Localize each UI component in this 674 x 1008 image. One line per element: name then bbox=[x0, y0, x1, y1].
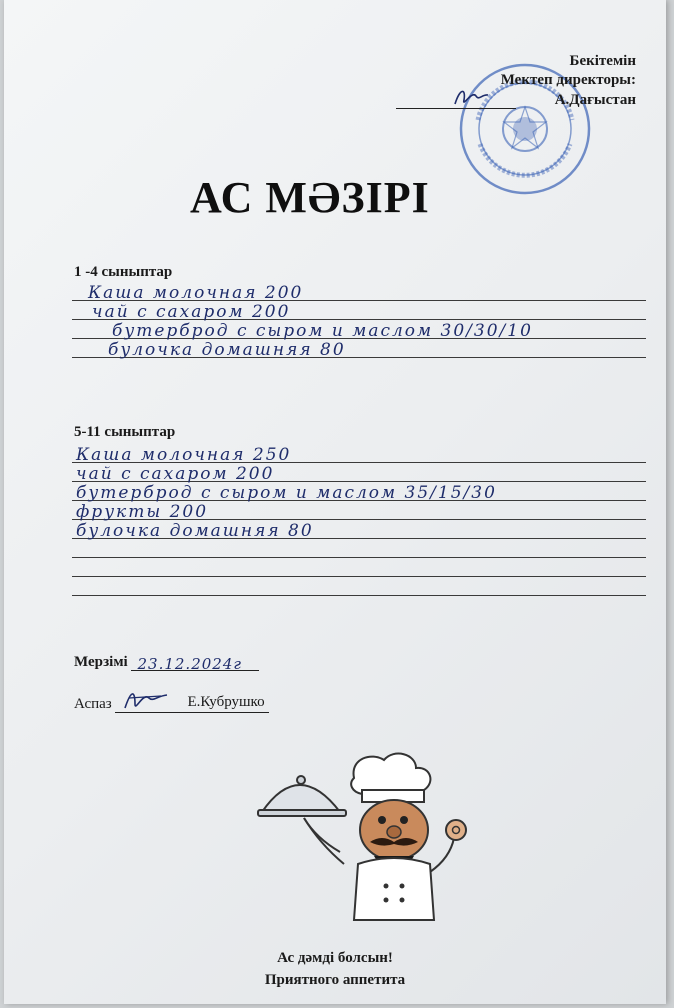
date-label: Мерзімі bbox=[74, 654, 128, 670]
signature-icon bbox=[121, 686, 171, 714]
cook-name: Е.Кубрушко bbox=[187, 694, 268, 713]
list-item: бутерброд с сыром и маслом 30/30/10 bbox=[72, 320, 646, 339]
list-item-empty bbox=[72, 539, 646, 558]
list-item: чай с сахаром 200 bbox=[72, 301, 646, 320]
date-value: 23.12.2024г bbox=[137, 655, 242, 673]
group1-list bbox=[72, 282, 646, 358]
list-item-empty bbox=[72, 558, 646, 577]
list-item-empty bbox=[72, 577, 646, 596]
chef-illustration-icon bbox=[254, 748, 474, 928]
list-item: булочка домашняя 80 bbox=[72, 520, 646, 539]
list-item: булочка домашняя 80 bbox=[72, 339, 646, 358]
list-item: бутерброд с сыром и маслом 35/15/30 bbox=[72, 482, 646, 501]
group2-list bbox=[72, 444, 646, 596]
group1-label: 1 -4 сыныптар bbox=[74, 264, 173, 280]
cook-field bbox=[74, 694, 269, 713]
group2-label: 5-11 сыныптар bbox=[74, 424, 176, 440]
approval-heading: Бекітемін bbox=[569, 53, 636, 69]
page-title: АС МӘЗІРІ bbox=[190, 173, 430, 222]
approval-block bbox=[396, 52, 636, 112]
director-name: А.Дағыстан bbox=[554, 92, 636, 108]
closing-line-russian: Приятного аппетита bbox=[264, 972, 406, 988]
menu-sheet bbox=[4, 0, 666, 1004]
list-item: фрукты 200 bbox=[72, 501, 646, 520]
cook-label: Аспаз bbox=[74, 696, 112, 712]
list-item: Каша молочная 200 bbox=[72, 282, 646, 301]
closing-line-kazakh: Ас дәмді болсын! bbox=[277, 950, 393, 966]
list-item: Каша молочная 250 bbox=[72, 444, 646, 463]
signature-icon bbox=[452, 86, 492, 110]
date-field bbox=[74, 652, 259, 671]
approval-role: Мектеп директоры: bbox=[500, 72, 636, 88]
list-item: чай с сахаром 200 bbox=[72, 463, 646, 482]
director-signature-row bbox=[396, 92, 636, 112]
